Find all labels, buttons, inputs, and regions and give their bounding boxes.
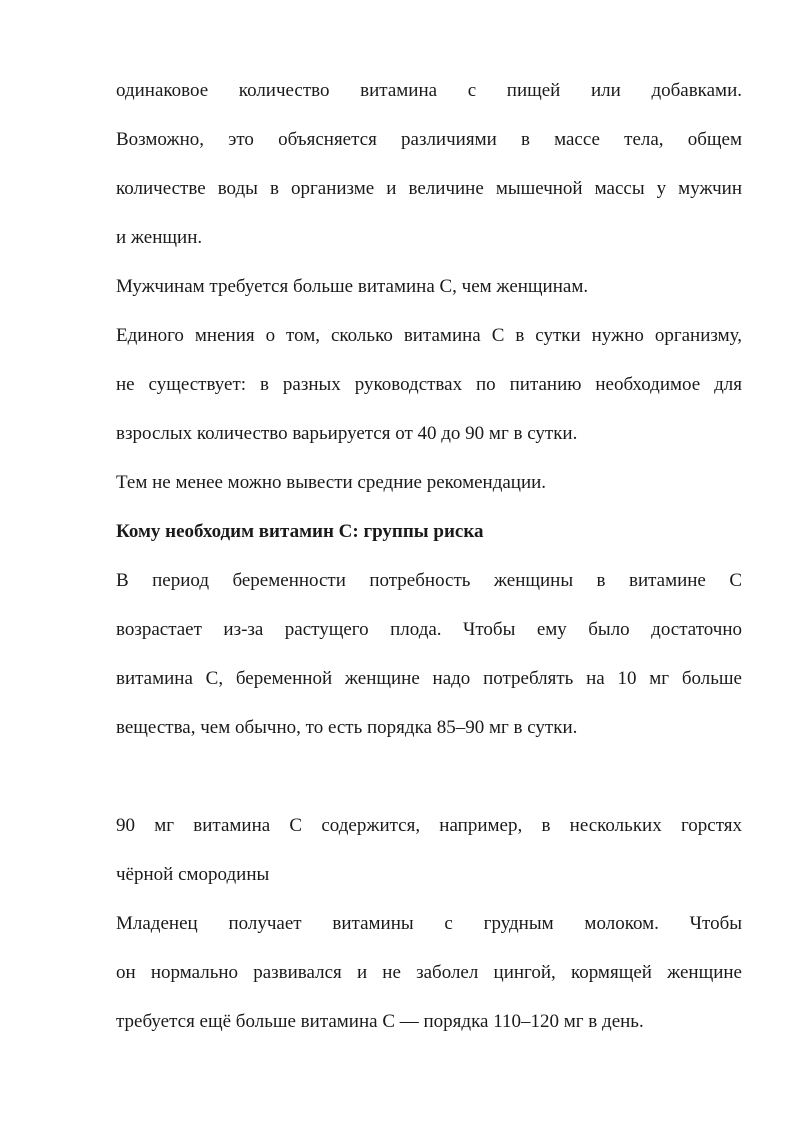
paragraph	[116, 899, 742, 1046]
blank-line	[116, 752, 742, 801]
text-line: он нормально развивался и не заболел цингой, кормящей женщине	[116, 962, 742, 983]
text-line: Мужчинам требуется больше витамина C, чем женщинам.	[116, 276, 589, 297]
text-line: В период беременности потребность женщины в витамине C	[116, 570, 742, 591]
paragraph	[116, 311, 742, 458]
text-line: возрастает из-за растущего плода. Чтобы ему было достаточно	[116, 619, 742, 640]
paragraph	[116, 458, 742, 507]
text-line: требуется ещё больше витамина C — порядка 110–120 мг в день.	[116, 1011, 644, 1032]
text-line: чёрной смородины	[116, 864, 270, 885]
text-line: Тем не менее можно вывести средние рекомендации.	[116, 472, 547, 493]
paragraph	[116, 556, 742, 752]
text-line: взрослых количество варьируется от 40 до 90 мг в сутки.	[116, 423, 578, 444]
text-line: Единого мнения о том, сколько витамина C в сутки нужно организму,	[116, 325, 742, 346]
text-line: вещества, чем обычно, то есть порядка 85–90 мг в сутки.	[116, 717, 578, 738]
paragraph	[116, 66, 742, 262]
text-line: 90 мг витамина C содержится, например, в нескольких горстях	[116, 815, 742, 836]
text-line: не существует: в разных руководствах по питанию необходимое для	[116, 374, 742, 395]
document-page	[116, 66, 742, 1046]
paragraph	[116, 801, 742, 899]
heading-text: Кому необходим витамин C: группы риска	[116, 521, 484, 542]
section-heading	[116, 507, 742, 556]
text-line: и женщин.	[116, 227, 203, 248]
text-line: одинаковое количество витамина с пищей или добавками.	[116, 80, 742, 101]
text-line: количестве воды в организме и величине мышечной массы у мужчин	[116, 178, 742, 199]
paragraph	[116, 262, 742, 311]
text-line: Младенец получает витамины с грудным молоком. Чтобы	[116, 913, 742, 934]
text-line: витамина C, беременной женщине надо потреблять на 10 мг больше	[116, 668, 742, 689]
text-line: Возможно, это объясняется различиями в массе тела, общем	[116, 129, 742, 150]
